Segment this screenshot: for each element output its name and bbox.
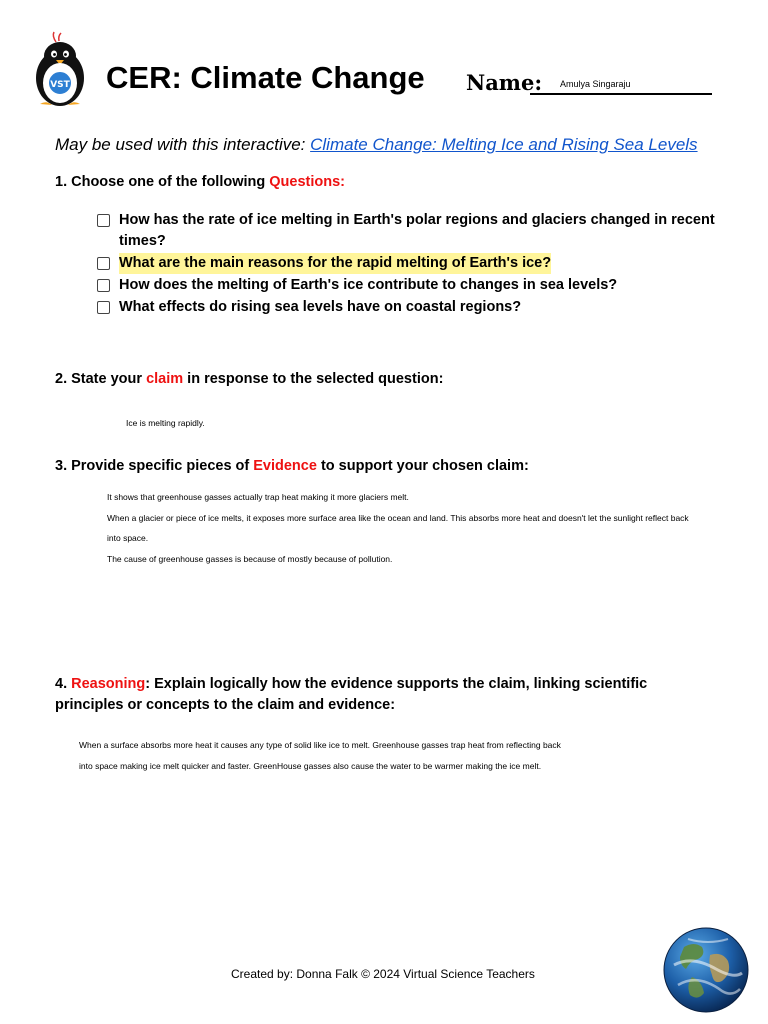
reasoning-line: into space making ice melt quicker and faster. GreenHouse gasses also cause the water to be warmer making the ice melt.	[79, 760, 542, 771]
q4-suffix-line2: principles or concepts to the claim and evidence:	[55, 697, 396, 713]
q2-prefix: 2. State your	[55, 371, 147, 387]
q4-suffix-line1: Explain logically how the evidence supports the claim, linking scientific	[150, 676, 648, 692]
intro-prefix: May be used with this interactive:	[55, 135, 311, 154]
name-field-value[interactable]: Amulya Singaraju	[560, 79, 631, 89]
evidence-line: It shows that greenhouse gasses actually trap heat making it more glaciers melt.	[107, 492, 409, 502]
question-option[interactable]	[96, 275, 716, 296]
reasoning-line: When a surface absorbs more heat it causes any type of solid like ice to melt. Greenhouse gasses trap heat from reflecting back	[79, 740, 561, 750]
evidence-line: The cause of greenhouse gasses is because of mostly because of pollution.	[107, 553, 393, 564]
claim-answer[interactable]: Ice is melting rapidly.	[126, 418, 205, 428]
question-option[interactable]	[96, 253, 716, 274]
question-4-heading	[55, 674, 647, 716]
q3-suffix: to support your chosen claim:	[316, 458, 529, 474]
logo-text: VST	[50, 80, 70, 90]
q4-prefix: 4.	[55, 676, 72, 692]
checkbox-icon[interactable]	[97, 301, 110, 314]
question-1-heading	[55, 174, 345, 190]
q4-highlight: Reasoning	[71, 676, 146, 692]
q3-highlight: Evidence	[253, 458, 317, 474]
page-title: CER: Climate Change	[106, 60, 425, 95]
checkbox-icon[interactable]	[97, 214, 110, 227]
q1-prefix: 1. Choose one of the following	[55, 174, 270, 190]
q4-colon: :	[145, 676, 151, 692]
reasoning-answer[interactable]	[79, 735, 679, 776]
earth-globe-icon	[662, 925, 750, 1015]
question-2-heading	[55, 371, 443, 387]
evidence-line: into space.	[107, 533, 149, 543]
question-options-list	[96, 210, 716, 319]
q2-highlight: claim	[146, 371, 184, 387]
checkbox-icon[interactable]	[97, 257, 110, 270]
name-label: Name:	[466, 70, 543, 95]
option-text: How does the melting of Earth's ice contribute to changes in sea levels?	[119, 277, 618, 293]
name-field-line[interactable]	[530, 93, 712, 95]
intro-line	[55, 135, 698, 155]
question-option[interactable]	[96, 297, 716, 318]
option-text: What effects do rising sea levels have on coastal regions?	[119, 299, 522, 315]
question-option[interactable]	[96, 210, 716, 252]
checkbox-icon[interactable]	[97, 279, 110, 292]
option-text: How has the rate of ice melting in Earth's polar regions and glaciers changed in recent times?	[119, 212, 715, 249]
evidence-line: When a glacier or piece of ice melts, it exposes more surface area like the ocean and land. This absorbs more heat and doesn't let the sunlight reflect back	[107, 512, 689, 523]
interactive-link[interactable]: Climate Change: Melting Ice and Rising Sea Levels	[310, 135, 698, 154]
q3-prefix: 3. Provide specific pieces of	[55, 458, 254, 474]
option-text-highlighted: What are the main reasons for the rapid melting of Earth's ice?	[119, 253, 551, 274]
footer-credit: Created by: Donna Falk © 2024 Virtual Science Teachers	[231, 967, 535, 981]
evidence-answer[interactable]	[107, 487, 757, 569]
penguin-logo-icon	[30, 30, 90, 108]
question-3-heading	[55, 458, 529, 474]
q2-suffix: in response to the selected question:	[183, 371, 444, 387]
q1-highlight: Questions:	[269, 174, 346, 190]
